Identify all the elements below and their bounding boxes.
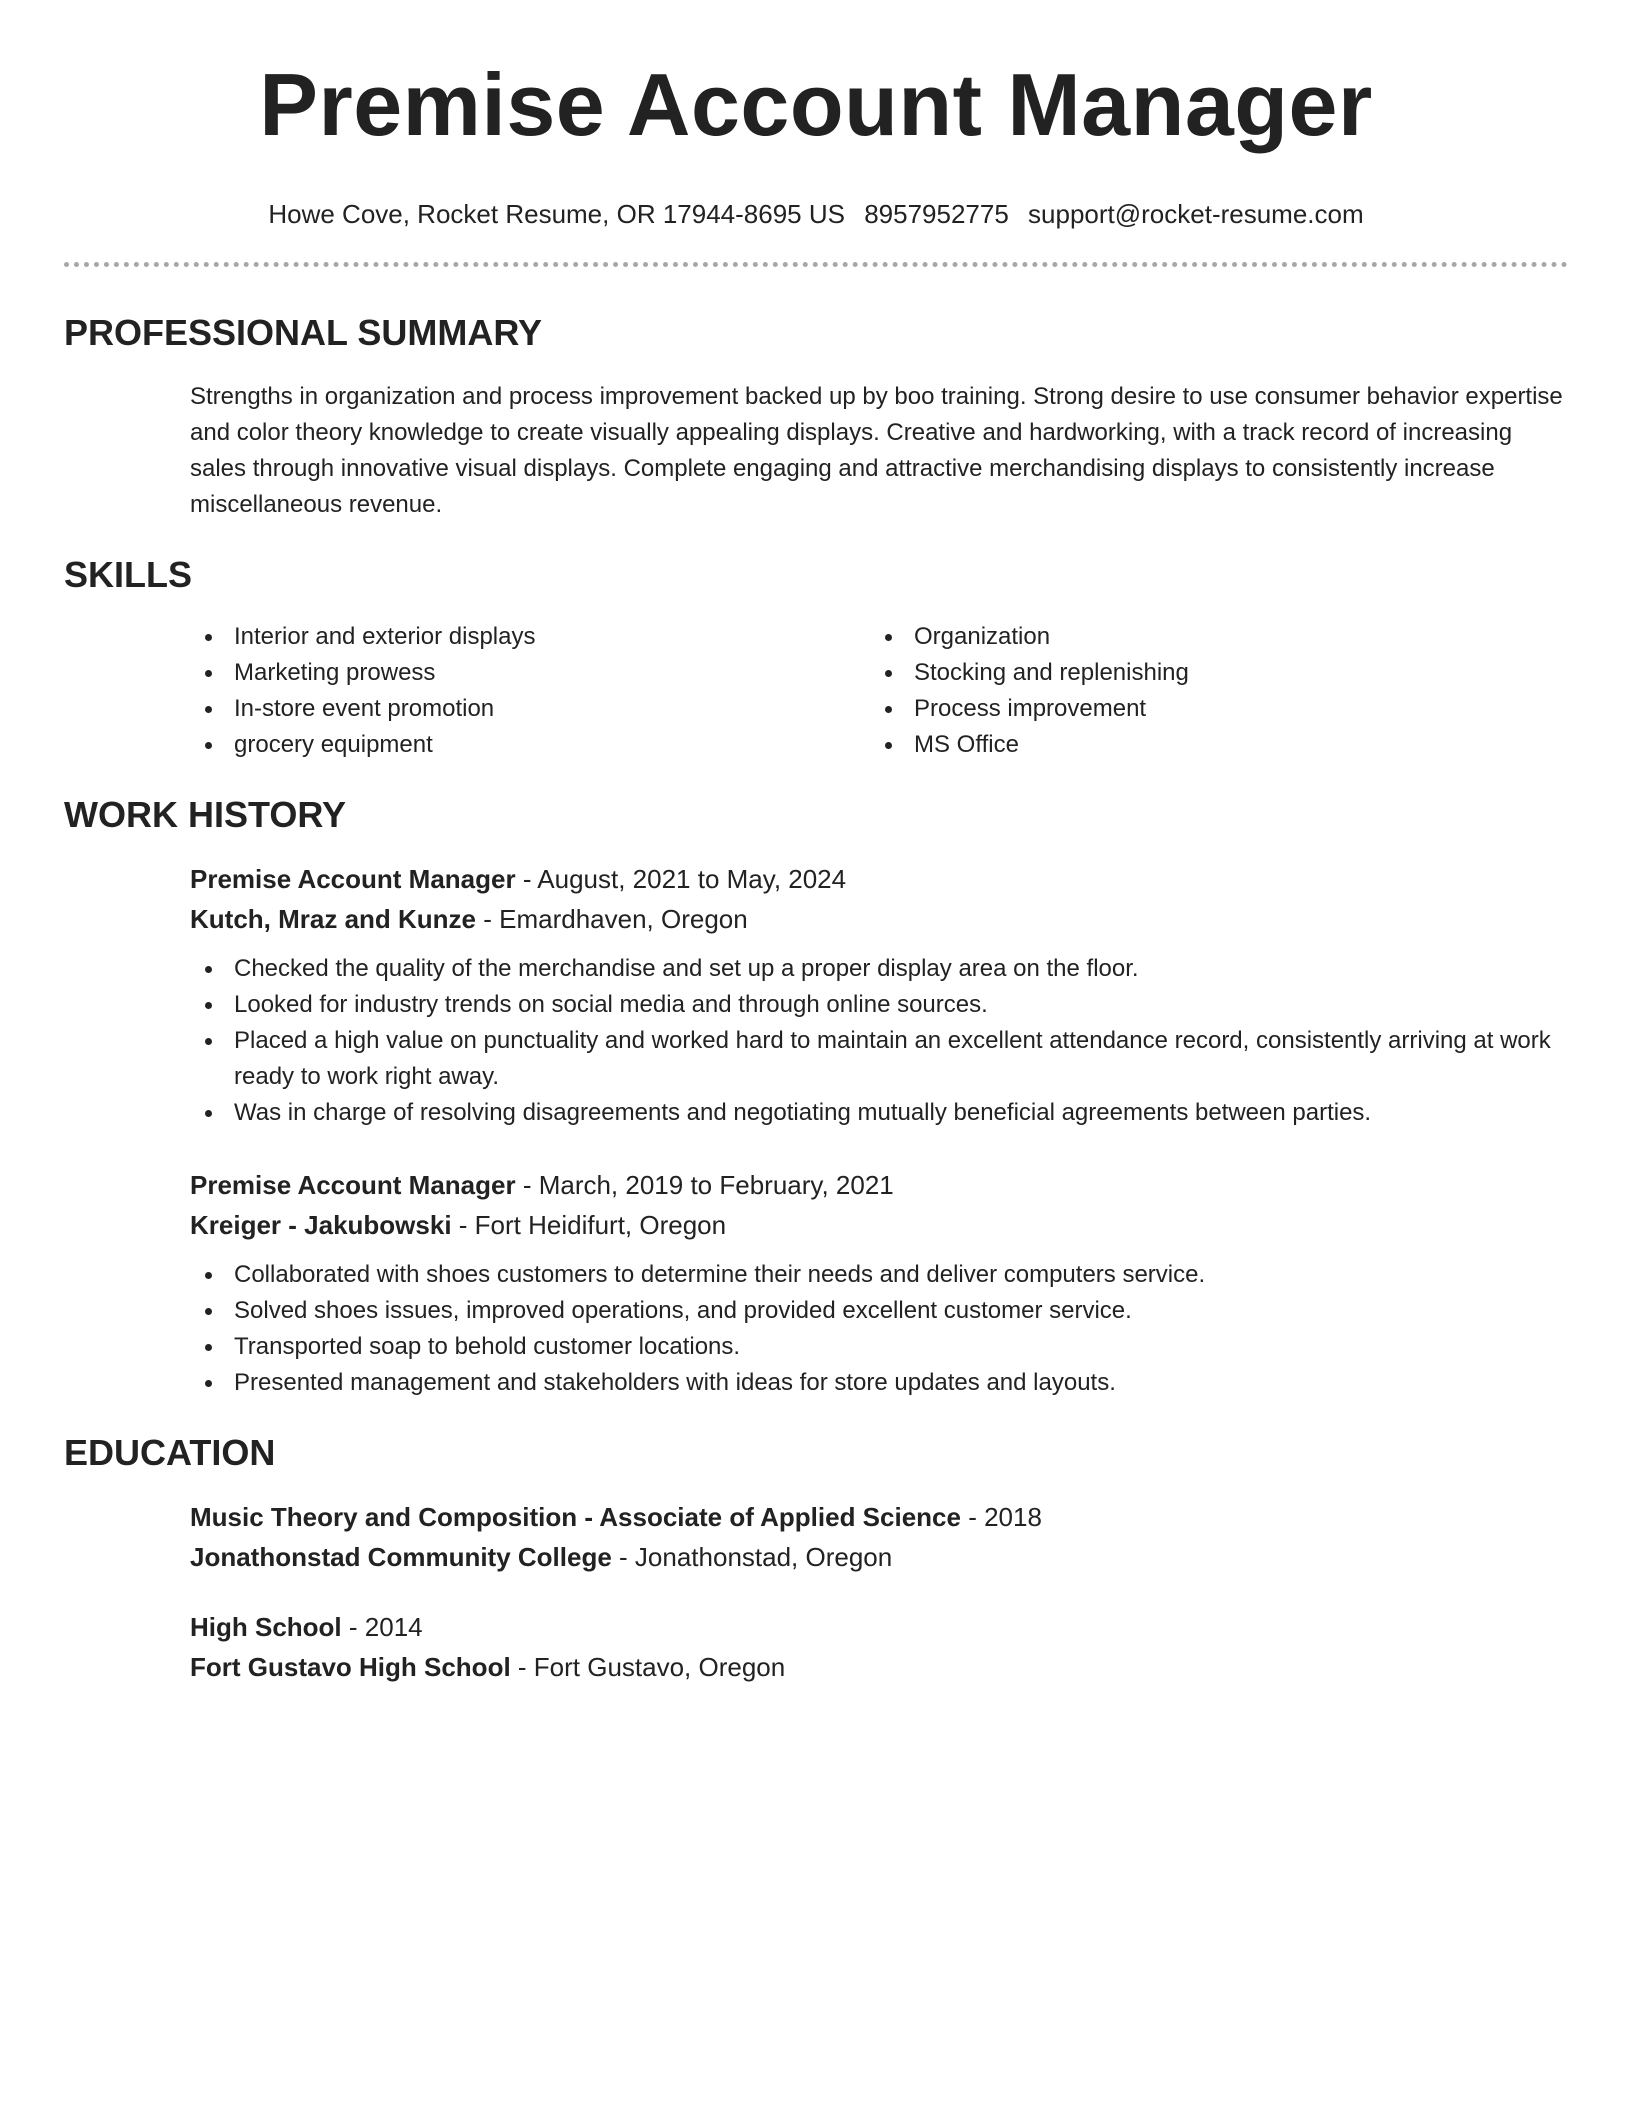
- education-entry: [190, 1607, 1568, 1687]
- job-bullet: Presented management and stakeholders with ideas for store updates and layouts.: [190, 1365, 1568, 1401]
- skill-item: Marketing prowess: [190, 655, 870, 691]
- candidate-name: Premise Account Manager: [259, 55, 1373, 154]
- skill-item: Organization: [870, 619, 1568, 655]
- skill-item: Stocking and replenishing: [870, 655, 1568, 691]
- edu-degree-line: [190, 1497, 1568, 1537]
- job-role: Premise Account Manager: [190, 1170, 516, 1200]
- job-bullet: Collaborated with shoes customers to determine their needs and deliver computers service.: [190, 1257, 1568, 1293]
- job-company: Kutch, Mraz and Kunze: [190, 904, 477, 934]
- edu-degree-line: [190, 1607, 1568, 1647]
- skills-heading: SKILLS: [64, 554, 193, 595]
- edu-degree: High School: [190, 1612, 342, 1642]
- job-bullet: Checked the quality of the merchandise and set up a proper display area on the floor.: [190, 951, 1568, 987]
- skill-item: grocery equipment: [190, 727, 870, 763]
- header-divider: [64, 262, 1568, 267]
- job-location: - Fort Heidifurt, Oregon: [451, 1210, 727, 1240]
- edu-location: - Jonathonstad, Oregon: [611, 1542, 893, 1572]
- edu-school-line: [190, 1537, 1568, 1577]
- job-company: Kreiger - Jakubowski: [190, 1210, 452, 1240]
- work-history-section: [64, 793, 1568, 1401]
- job-role-line: [190, 859, 1568, 899]
- job-bullets: [190, 1257, 1568, 1401]
- job-company-line: [190, 899, 1568, 939]
- edu-school-line: [190, 1647, 1568, 1687]
- job-bullets: [190, 951, 1568, 1131]
- contact-phone: 8957952775: [864, 199, 1009, 229]
- job-company-line: [190, 1205, 1568, 1245]
- skills-section: [64, 553, 1568, 763]
- skills-grid: [190, 619, 1568, 763]
- job-bullet: Looked for industry trends on social media and through online sources.: [190, 987, 1568, 1023]
- job-role: Premise Account Manager: [190, 864, 516, 894]
- edu-location: - Fort Gustavo, Oregon: [510, 1652, 786, 1682]
- job-bullet: Placed a high value on punctuality and worked hard to maintain an excellent attendance record, consistently arriving at work ready to work right away.: [190, 1023, 1568, 1095]
- summary-section: [64, 311, 1568, 523]
- education-heading: EDUCATION: [64, 1432, 276, 1473]
- edu-year: - 2018: [960, 1502, 1042, 1532]
- job-entry: [190, 1165, 1568, 1401]
- skills-list-left: [190, 619, 870, 763]
- job-dates: - March, 2019 to February, 2021: [515, 1170, 894, 1200]
- work-history-heading: WORK HISTORY: [64, 794, 347, 835]
- skill-item: Interior and exterior displays: [190, 619, 870, 655]
- skills-list-right: [870, 619, 1568, 763]
- contact-email: support@rocket-resume.com: [1028, 199, 1364, 229]
- education-section: [64, 1431, 1568, 1687]
- summary-text: Strengths in organization and process improvement backed up by boo training. Strong desire to use consumer behavior expertise and color theory knowledge to create visually appealing displays. Creative and hardworking, with a track record of increasing sales through innovative visual displays. Complete engaging and attractive merchandising displays to consistently increase miscellaneous revenue.: [190, 383, 1563, 518]
- contact-address: Howe Cove, Rocket Resume, OR 17944-8695 US: [268, 199, 845, 229]
- job-bullet: Transported soap to behold customer locations.: [190, 1329, 1568, 1365]
- edu-school: Jonathonstad Community College: [190, 1542, 612, 1572]
- skill-item: MS Office: [870, 727, 1568, 763]
- job-role-line: [190, 1165, 1568, 1205]
- edu-degree: Music Theory and Composition - Associate of Applied Science: [190, 1502, 961, 1532]
- job-location: - Emardhaven, Oregon: [476, 904, 748, 934]
- edu-school: Fort Gustavo High School: [190, 1652, 511, 1682]
- job-bullet: Solved shoes issues, improved operations, and provided excellent customer service.: [190, 1293, 1568, 1329]
- education-entry: [190, 1497, 1568, 1577]
- skill-item: In-store event promotion: [190, 691, 870, 727]
- contact-line: [64, 197, 1568, 231]
- job-bullet: Was in charge of resolving disagreements and negotiating mutually beneficial agreements between parties.: [190, 1095, 1568, 1131]
- edu-year: - 2014: [341, 1612, 423, 1642]
- job-entry: [190, 859, 1568, 1131]
- skill-item: Process improvement: [870, 691, 1568, 727]
- job-dates: - August, 2021 to May, 2024: [515, 864, 847, 894]
- summary-heading: PROFESSIONAL SUMMARY: [64, 312, 543, 353]
